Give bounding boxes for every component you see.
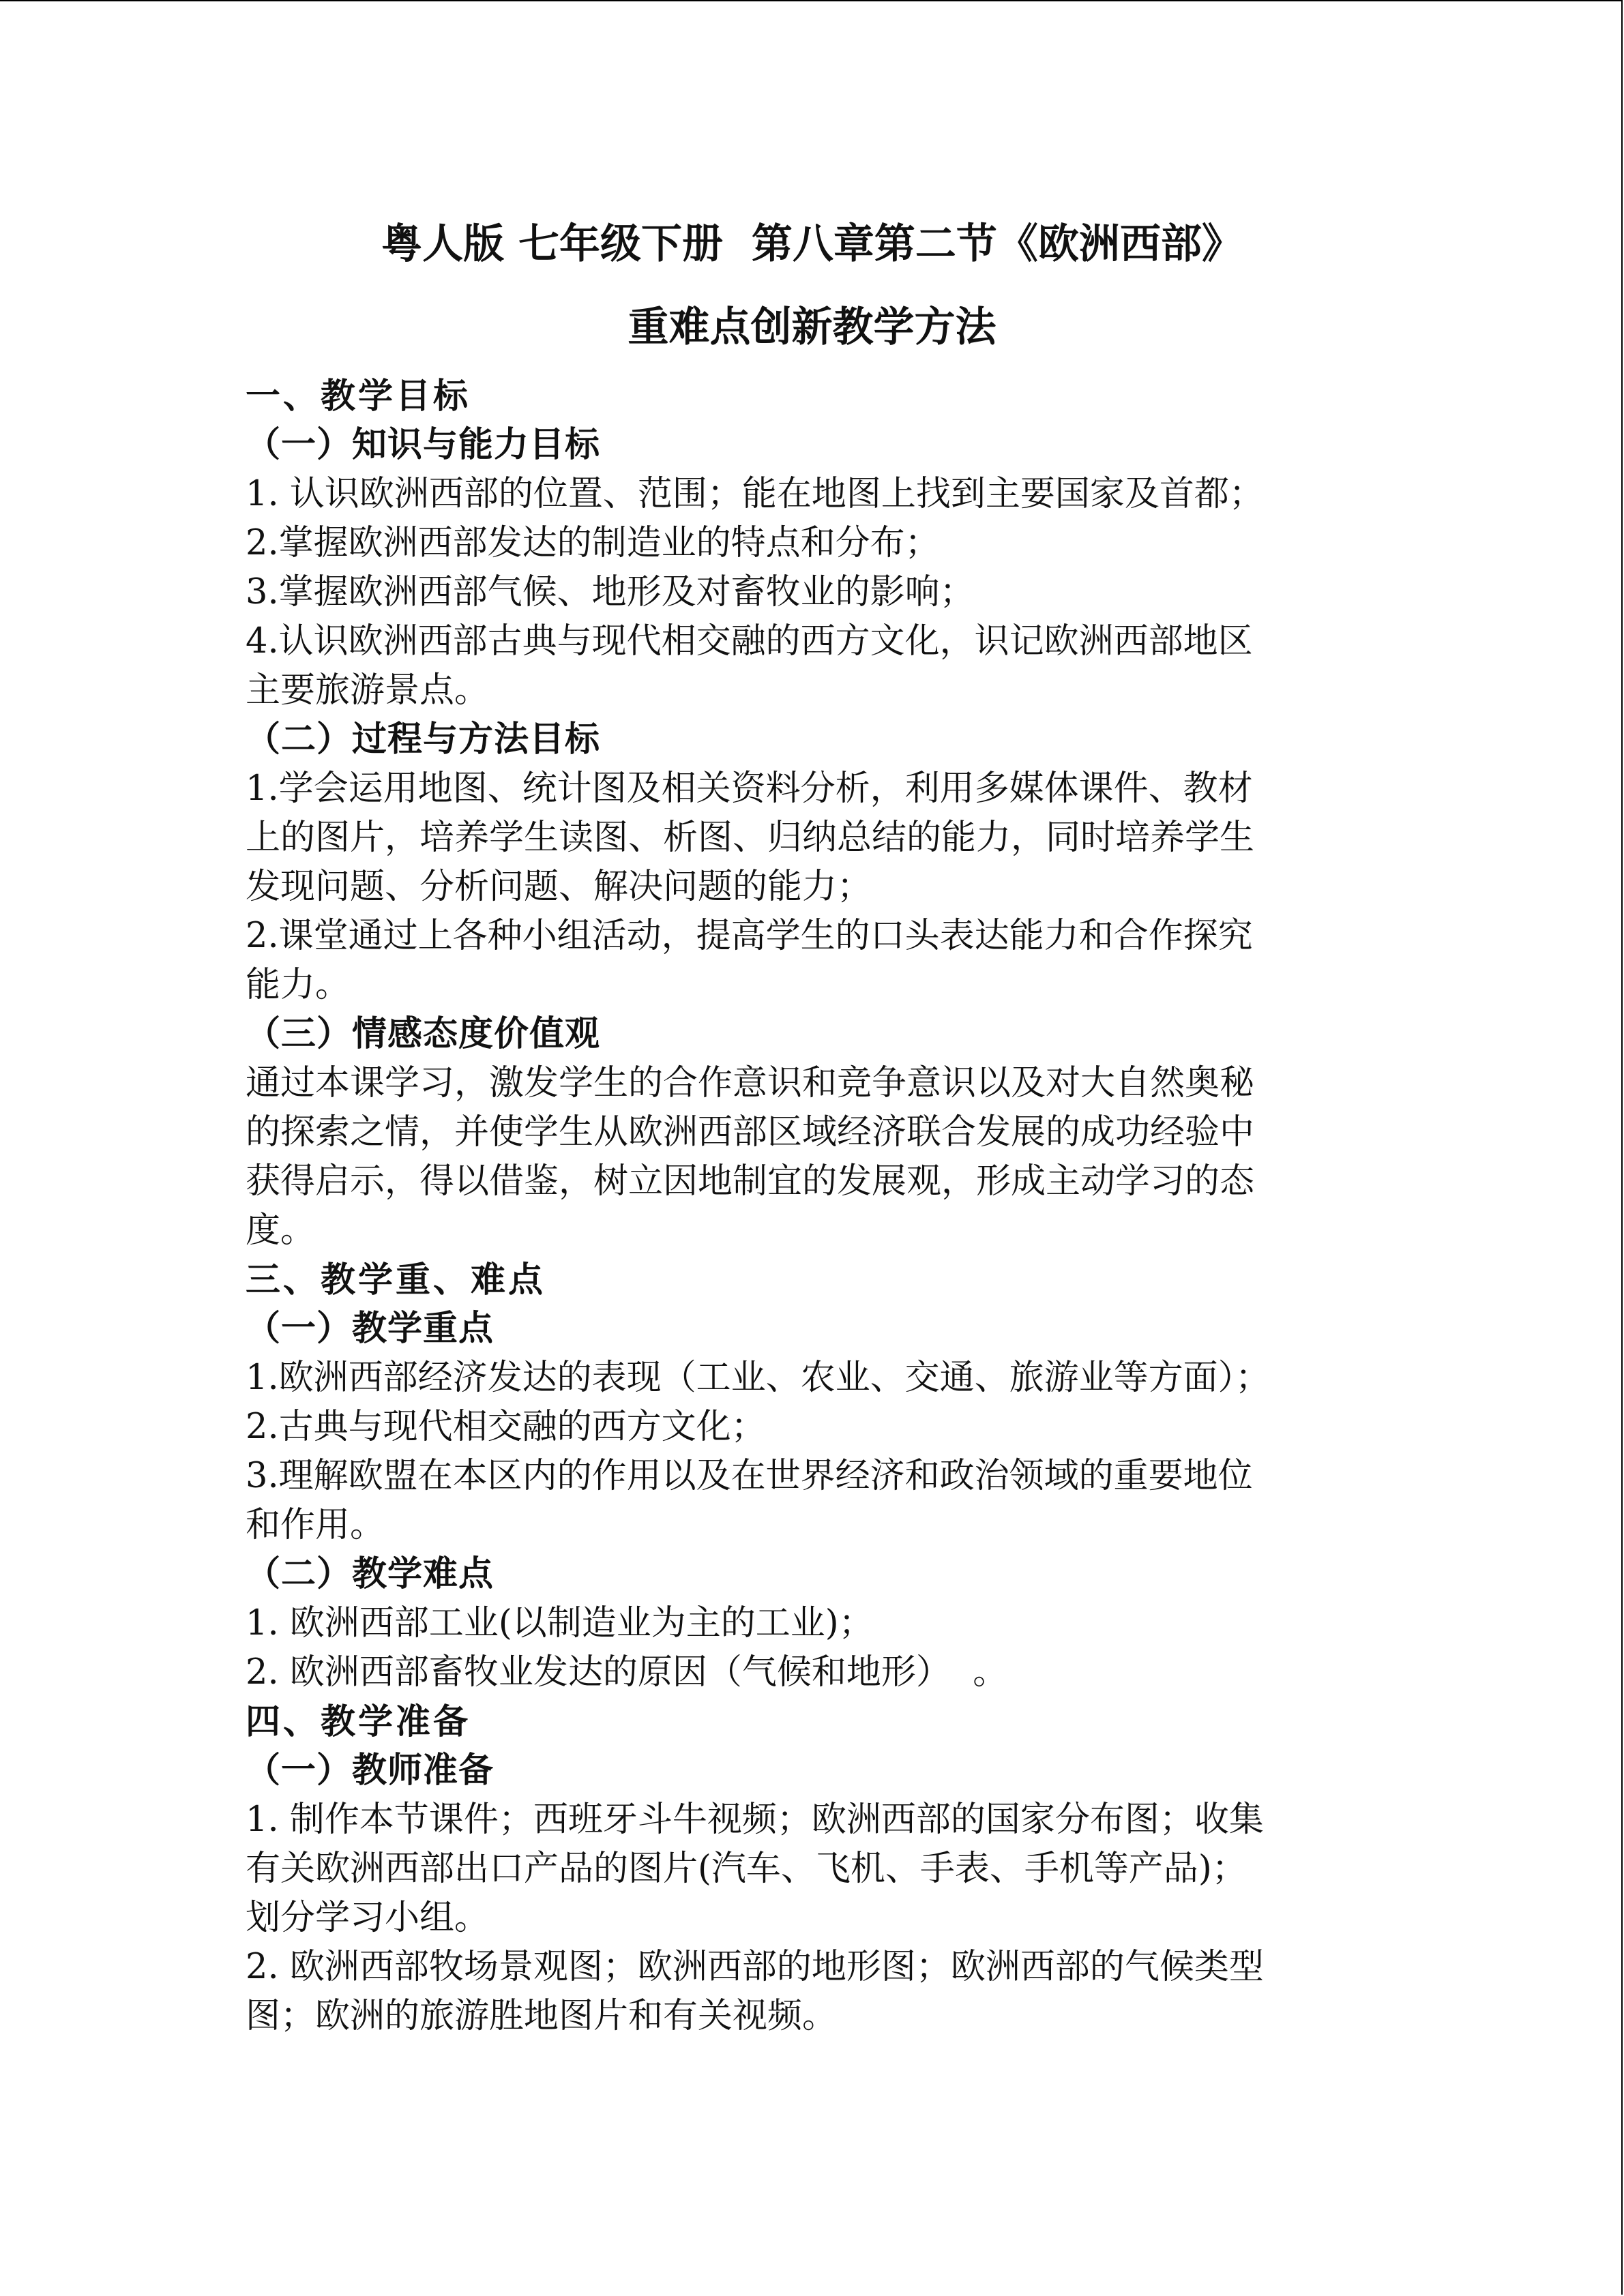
paragraph-line: 1.欧洲西部经济发达的表现（工业、农业、交通、旅游业等方面）； [246,1358,1271,1398]
document-body [246,372,1391,2041]
paragraph-line: 主要旅游景点。 [246,670,490,711]
paragraph-line: 1.学会运用地图、统计图及相关资料分析，利用多媒体课件、教材 [246,769,1253,809]
paragraph-line: 图；欧洲的旅游胜地图片和有关视频。 [246,1996,838,2036]
paragraph-line: 划分学习小组。 [246,1898,490,1938]
paragraph-line: 2.课堂通过上各种小组活动，提高学生的口头表达能力和合作探究 [246,916,1253,956]
paragraph-line: 的探索之情，并使学生从欧洲西部区域经济联合发展的成功经验中 [246,1112,1255,1152]
document-subtitle: 重难点创新教学方法 [628,303,996,351]
paragraph-line: 2. 欧洲西部牧场景观图；欧洲西部的地形图；欧洲西部的气候类型 [246,1947,1264,1987]
paragraph-line: 1. 欧洲西部工业(以制造业为主的工业)； [246,1603,874,1643]
paragraph-line: 2.掌握欧洲西部发达的制造业的特点和分布； [246,523,940,563]
subsection-heading: （一）教师准备 [246,1750,494,1791]
paragraph-line: 度。 [246,1210,316,1251]
paragraph-line: 和作用。 [246,1505,385,1545]
paragraph-line: 1. 认识欧洲西部的位置、范围；能在地图上找到主要国家及首都； [246,474,1264,514]
section-heading: 三、教学重、难点 [246,1259,546,1300]
paragraph-line: 有关欧洲西部出口产品的图片(汽车、飞机、手表、手机等产品)； [246,1849,1247,1889]
section-heading: 四、教学准备 [246,1701,471,1742]
paragraph-line: 2.古典与现代相交融的西方文化； [246,1407,766,1447]
paragraph-line: 3.掌握欧洲西部气候、地形及对畜牧业的影响； [246,572,975,612]
paragraph-line: 2. 欧洲西部畜牧业发达的原因（气候和地形） 。 [246,1652,1008,1693]
paragraph-line: 发现问题、分析问题、解决问题的能力； [246,867,872,907]
document-title: 粤人版 七年级下册 第八章第二节《欧洲西部》 [381,220,1243,268]
subsection-heading: （一）教学重点 [246,1309,494,1349]
subsection-heading: （二）过程与方法目标 [246,719,601,760]
subsection-heading: （二）教学难点 [246,1554,494,1594]
paragraph-line: 获得启示，得以借鉴，树立因地制宜的发展观，形成主动学习的态 [246,1161,1255,1202]
paragraph-line: 通过本课学习，激发学生的合作意识和竞争意识以及对大自然奥秘 [246,1063,1255,1103]
paragraph-line: 4.认识欧洲西部古典与现代相交融的西方文化，识记欧洲西部地区 [246,621,1253,661]
paragraph-line: 能力。 [246,965,351,1005]
subsection-heading: （一）知识与能力目标 [246,425,601,465]
paragraph-line: 上的图片，培养学生读图、析图、归纳总结的能力，同时培养学生 [246,818,1255,858]
paragraph-line: 1. 制作本节课件；西班牙斗牛视频；欧洲西部的国家分布图；收集 [246,1800,1264,1840]
section-heading: 一、教学目标 [246,376,471,417]
paragraph-line: 3.理解欧盟在本区内的作用以及在世界经济和政治领域的重要地位 [246,1456,1253,1496]
subsection-heading: （三）情感态度价值观 [246,1014,601,1054]
